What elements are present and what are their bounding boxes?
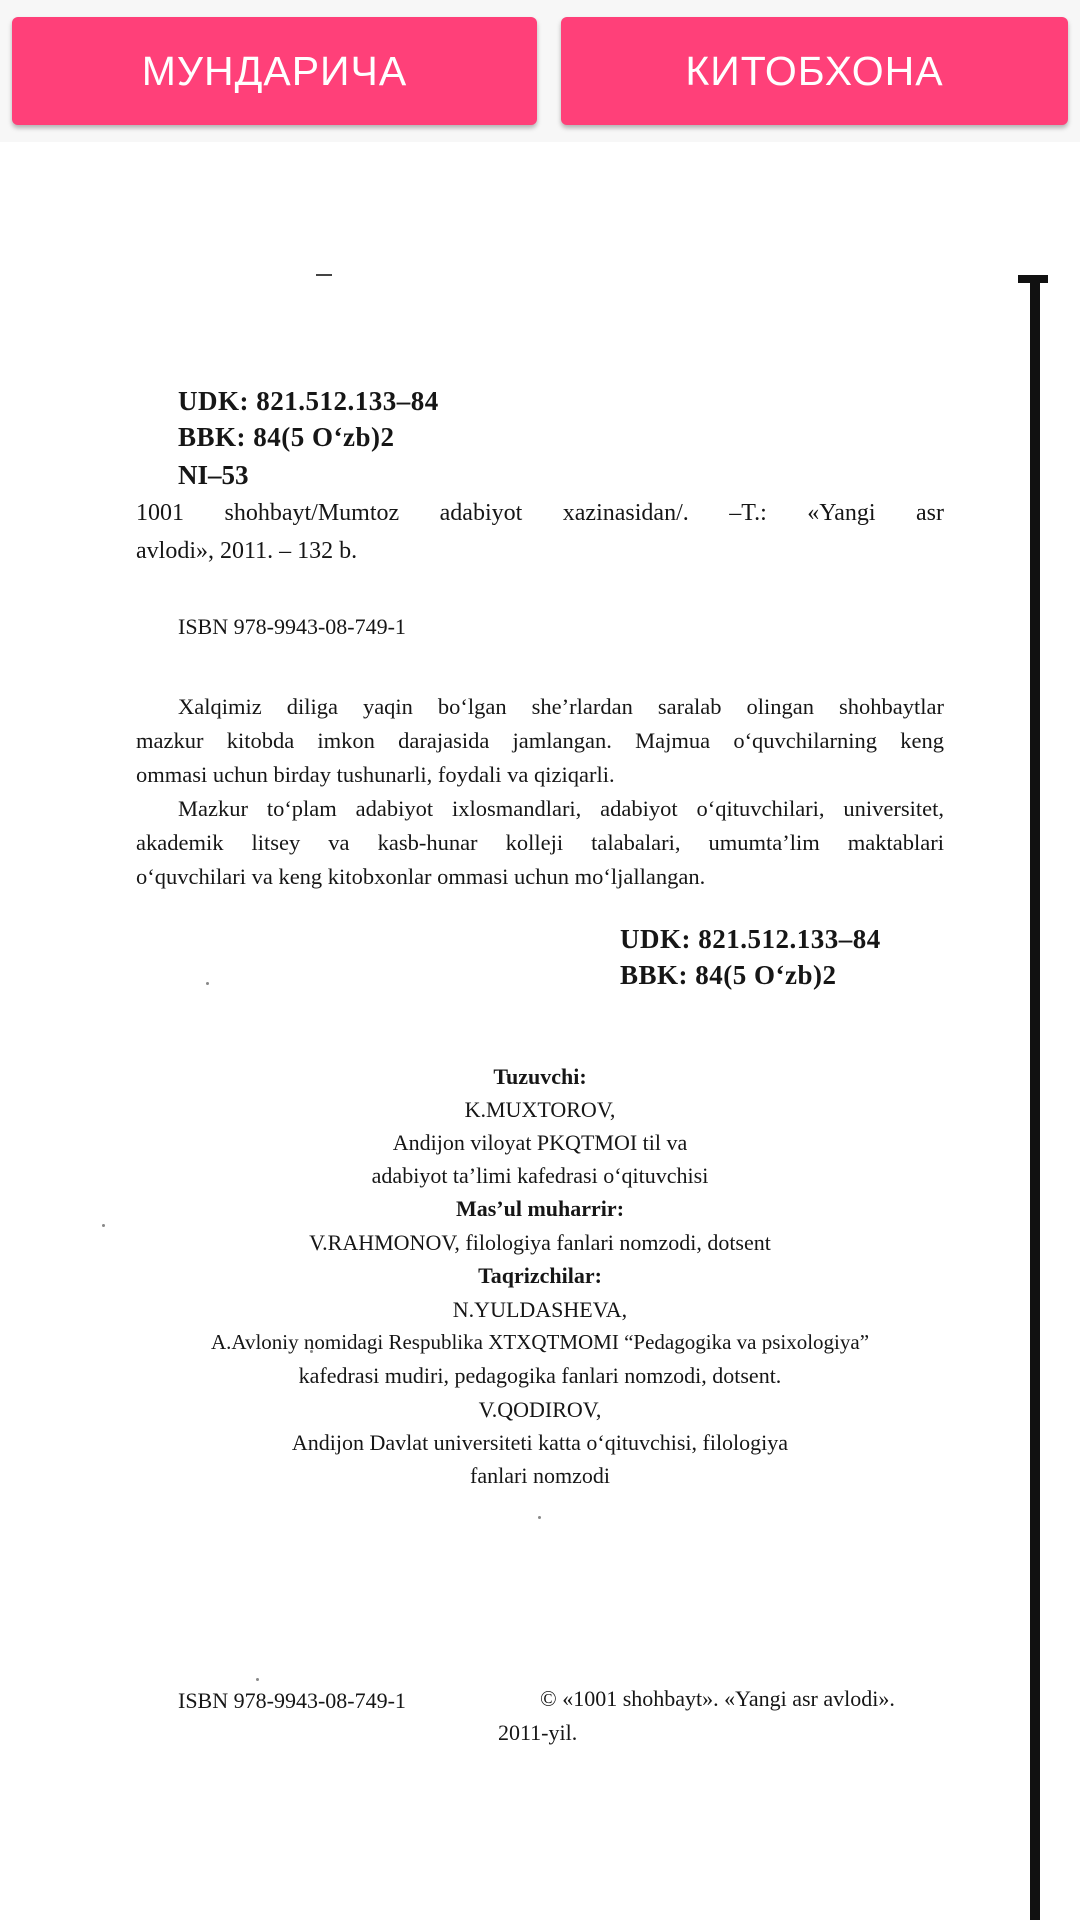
- compiler-affiliation: adabiyot ta’limi kafedrasi o‘qituvchisi: [371, 1163, 709, 1188]
- udk-code-right: UDK: 821.512.133–84: [620, 924, 881, 954]
- description-line: Xalqimiz diliga yaqin bo‘lgan she’rlardan saralab olingan shohbaytlar: [178, 694, 944, 719]
- compiler-affiliation: Andijon viloyat PKQTMOI til va: [392, 1130, 688, 1155]
- scan-speck: [256, 1678, 259, 1681]
- scan-speck: [206, 982, 209, 985]
- reviewer-affiliation: Andijon Davlat universiteti katta o‘qituvchisi, filologiya: [291, 1430, 789, 1455]
- reviewer-affiliation: A.Avloniy nomidagi Respublika XTXQTMOMI “Pedagogika va psixologiya”: [210, 1330, 870, 1354]
- isbn-top: ISBN 978-9943-08-749-1: [178, 614, 406, 639]
- copyright: © «1001 shohbayt». «Yangi asr avlodi».: [540, 1686, 895, 1711]
- contents-button[interactable]: МУНДАРИЧА: [12, 17, 537, 125]
- reviewer-name: V.QODIROV,: [478, 1397, 602, 1422]
- bbk-code-right: BBK: 84(5 O‘zb)2: [620, 960, 837, 990]
- citation-line: avlodi», 2011. – 132 b.: [136, 538, 358, 564]
- description-line: ommasi uchun birday tushunarli, foydali va qiziqarli.: [136, 762, 615, 787]
- editor-heading: Mas’ul muharrir:: [455, 1196, 625, 1221]
- library-button[interactable]: КИТОБХОНА: [561, 17, 1068, 125]
- citation: [136, 494, 944, 570]
- scan-speck: [102, 1224, 105, 1227]
- binding-edge: [1030, 276, 1040, 1920]
- description: [136, 690, 944, 894]
- scanned-book-page[interactable]: [0, 142, 1080, 1920]
- description-line: akademik litsey va kasb-hunar kolleji talabalari, umumta’lim maktablari: [136, 830, 944, 855]
- description-line: o‘quvchilari va keng kitobxonlar ommasi uchun mo‘ljallangan.: [136, 864, 706, 889]
- scan-speck: [538, 1516, 541, 1519]
- publication-year: 2011-yil.: [498, 1720, 578, 1745]
- bbk-code: BBK: 84(5 O‘zb)2: [178, 422, 395, 452]
- description-line: mazkur kitobda imkon darajasida jamlangan. Majmua o‘quvchilarning keng: [136, 728, 944, 753]
- reviewer-affiliation: fanlari nomzodi: [470, 1463, 610, 1488]
- reviewer-affiliation: kafedrasi mudiri, pedagogika fanlari nomzodi, dotsent.: [298, 1363, 782, 1388]
- citation-line: 1001 shohbayt/Mumtoz adabiyot xazinasidan/. –T.: «Yangi asr: [136, 500, 944, 526]
- page-mark: [316, 274, 332, 276]
- top-toolbar: [0, 0, 1080, 142]
- compiler-name: K.MUXTOROV,: [464, 1097, 616, 1122]
- udk-code: UDK: 821.512.133–84: [178, 386, 439, 416]
- reviewers-heading: Taqrizchilar:: [478, 1263, 602, 1288]
- description-line: Mazkur to‘plam adabiyot ixlosmandlari, adabiyot o‘qituvchilari, universitet,: [178, 796, 944, 821]
- editor-name: V.RAHMONOV, filologiya fanlari nomzodi, dotsent: [309, 1230, 771, 1255]
- reviewer-name: N.YULDASHEVA,: [452, 1297, 628, 1322]
- author-code: NI–53: [178, 460, 249, 490]
- compiler-heading: Tuzuvchi:: [493, 1064, 587, 1089]
- isbn-bottom: ISBN 978-9943-08-749-1: [178, 1688, 406, 1713]
